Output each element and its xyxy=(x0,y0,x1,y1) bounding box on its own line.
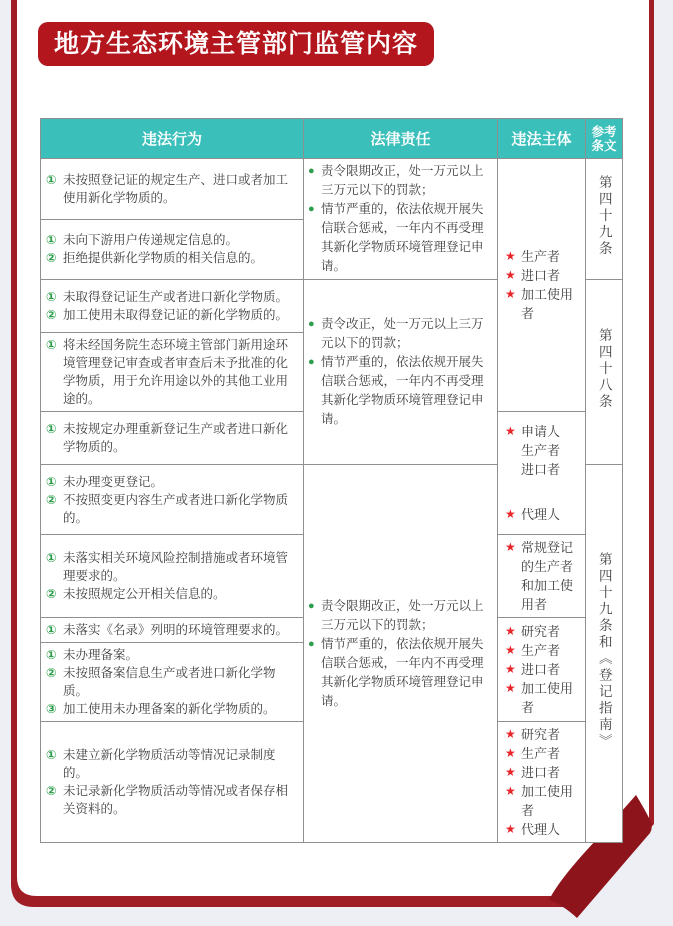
item-number: ② xyxy=(46,587,57,601)
bullet-icon: ● xyxy=(308,165,315,177)
behavior-text: 不按照变更内容生产或者进口新化学物质的。 xyxy=(63,492,289,525)
behavior-text: 将未经国务院生态环境主管部门新用途环境管理登记审查或者审查后未予批准的化学物质，用于允许用途以外的其他工业用途的。 xyxy=(63,338,289,406)
subject-text: 进口者 xyxy=(521,462,561,477)
subject-text: 加工使用者 xyxy=(521,681,574,715)
star-icon: ★ xyxy=(505,681,516,695)
behavior-text: 未取得登记证生产或者进口新化学物质。 xyxy=(63,290,289,304)
item-number: ① xyxy=(46,290,57,304)
reference-cell xyxy=(586,159,623,280)
item-number: ① xyxy=(46,172,57,187)
subject-text: 常规登记的生产者和加工使用者 xyxy=(521,540,574,612)
item-number: ② xyxy=(46,492,57,507)
item-number: ① xyxy=(46,748,57,762)
subject-text: 研究者 xyxy=(521,727,561,742)
behavior-text: 未按照规定公开相关信息的。 xyxy=(63,587,226,601)
star-icon: ★ xyxy=(505,822,516,836)
behavior-text: 未按照登记证的规定生产、进口或者加工使用新化学物质的。 xyxy=(63,172,289,205)
reference-text: 第四十八条 xyxy=(596,328,612,411)
behavior-text: 拒绝提供新化学物质的相关信息的。 xyxy=(63,251,264,266)
subject-text: 进口者 xyxy=(521,662,561,677)
liability-text: 责令限期改正，处一万元以上三万元以下的罚款； xyxy=(321,164,484,197)
subject-cell xyxy=(498,535,586,618)
item-number: ① xyxy=(46,233,57,248)
supervision-table xyxy=(40,118,623,843)
item-number: ① xyxy=(46,422,57,436)
behavior-text: 未建立新化学物质活动等情况记录制度的。 xyxy=(63,748,276,780)
subject-text: 生产者 xyxy=(521,249,561,264)
item-number: ① xyxy=(46,338,57,352)
subject-text: 进口者 xyxy=(521,765,561,780)
star-icon: ★ xyxy=(505,268,516,282)
subject-text: 研究者 xyxy=(521,624,561,639)
behavior-cell xyxy=(41,535,304,618)
star-icon: ★ xyxy=(505,746,516,760)
table-header-row xyxy=(41,119,623,159)
star-icon: ★ xyxy=(505,624,516,638)
subject-cell xyxy=(498,159,586,412)
liability-cell xyxy=(304,159,498,280)
reference-cell xyxy=(586,280,623,465)
column-header-behavior: 违法行为 xyxy=(41,119,304,159)
reference-text: 第四十九条和《登记指南》 xyxy=(596,552,612,750)
reference-text: 第四十九条 xyxy=(596,175,612,258)
behavior-text: 未按规定办理重新登记生产或者进口新化学物质的。 xyxy=(63,422,289,454)
bullet-icon: ● xyxy=(308,203,315,215)
bullet-icon: ● xyxy=(308,356,315,368)
subject-text: 生产者 xyxy=(521,443,561,458)
star-icon: ★ xyxy=(505,765,516,779)
behavior-cell xyxy=(41,643,304,722)
behavior-cell xyxy=(41,280,304,333)
subject-cell xyxy=(498,722,586,843)
bullet-icon: ● xyxy=(308,318,315,330)
behavior-text: 未按照备案信息生产或者进口新化学物质。 xyxy=(63,666,276,698)
reference-cell xyxy=(586,465,623,843)
column-header-subject: 违法主体 xyxy=(498,119,586,159)
subject-text: 加工使用者 xyxy=(521,287,574,321)
item-number: ③ xyxy=(46,702,57,716)
behavior-cell xyxy=(41,465,304,535)
star-icon: ★ xyxy=(505,424,516,438)
behavior-cell xyxy=(41,722,304,843)
star-icon: ★ xyxy=(505,784,516,798)
subject-text: 加工使用者 xyxy=(521,784,574,818)
subject-cell xyxy=(498,618,586,722)
liability-text: 责令限期改正，处一万元以上三万元以下的罚款； xyxy=(321,598,484,632)
table-row xyxy=(41,159,623,220)
liability-cell xyxy=(304,280,498,465)
subject-text: 生产者 xyxy=(521,746,561,761)
column-header-liability: 法律责任 xyxy=(304,119,498,159)
item-number: ① xyxy=(46,648,57,662)
liability-text: 情节严重的，依法依规开展失信联合惩戒，一年内不再受理其新化学物质环境管理登记申请。 xyxy=(321,636,484,708)
behavior-text: 加工使用未取得登记证的新化学物质的。 xyxy=(63,308,289,322)
star-icon: ★ xyxy=(505,507,516,521)
behavior-text: 未记录新化学物质活动等情况或者保存相关资料的。 xyxy=(63,784,289,816)
subject-cell xyxy=(498,412,586,535)
behavior-text: 未向下游用户传递规定信息的。 xyxy=(63,233,239,248)
subject-text: 进口者 xyxy=(521,268,561,283)
behavior-cell xyxy=(41,618,304,643)
behavior-text: 未办理备案。 xyxy=(63,648,139,662)
liability-text: 情节严重的，依法依规开展失信联合惩戒，一年内不再受理其新化学物质环境管理登记申请。 xyxy=(321,202,484,273)
behavior-text: 未落实《名录》列明的环境管理要求的。 xyxy=(63,623,289,637)
star-icon: ★ xyxy=(505,249,516,263)
liability-cell xyxy=(304,465,498,843)
behavior-cell xyxy=(41,219,304,280)
star-icon: ★ xyxy=(505,540,516,554)
behavior-cell xyxy=(41,333,304,412)
star-icon: ★ xyxy=(505,643,516,657)
behavior-text: 未办理变更登记。 xyxy=(63,474,164,489)
behavior-cell xyxy=(41,412,304,465)
item-number: ② xyxy=(46,251,57,266)
star-icon: ★ xyxy=(505,662,516,676)
item-number: ② xyxy=(46,308,57,322)
subject-text: 代理人 xyxy=(521,822,561,837)
liability-text: 情节严重的，依法依规开展失信联合惩戒，一年内不再受理其新化学物质环境管理登记申请。 xyxy=(321,355,484,426)
item-number: ① xyxy=(46,623,57,637)
star-icon: ★ xyxy=(505,287,516,301)
page-title: 地方生态环境主管部门监管内容 xyxy=(38,22,434,66)
bullet-icon: ● xyxy=(308,637,315,650)
item-number: ② xyxy=(46,784,57,798)
item-number: ① xyxy=(46,474,57,489)
item-number: ② xyxy=(46,666,57,680)
subject-text: 生产者 xyxy=(521,643,561,658)
behavior-cell xyxy=(41,159,304,220)
behavior-text: 未落实相关环境风险控制措施或者环境管理要求的。 xyxy=(63,551,289,583)
behavior-text: 加工使用未办理备案的新化学物质的。 xyxy=(63,702,276,716)
column-header-reference: 参考条文 xyxy=(586,119,623,159)
item-number: ① xyxy=(46,551,57,565)
subject-text: 代理人 xyxy=(521,507,561,522)
liability-text: 责令改正，处一万元以上三万元以下的罚款； xyxy=(321,317,484,350)
subject-text: 申请人 xyxy=(521,424,561,439)
bullet-icon: ● xyxy=(308,599,315,612)
star-icon: ★ xyxy=(505,727,516,741)
